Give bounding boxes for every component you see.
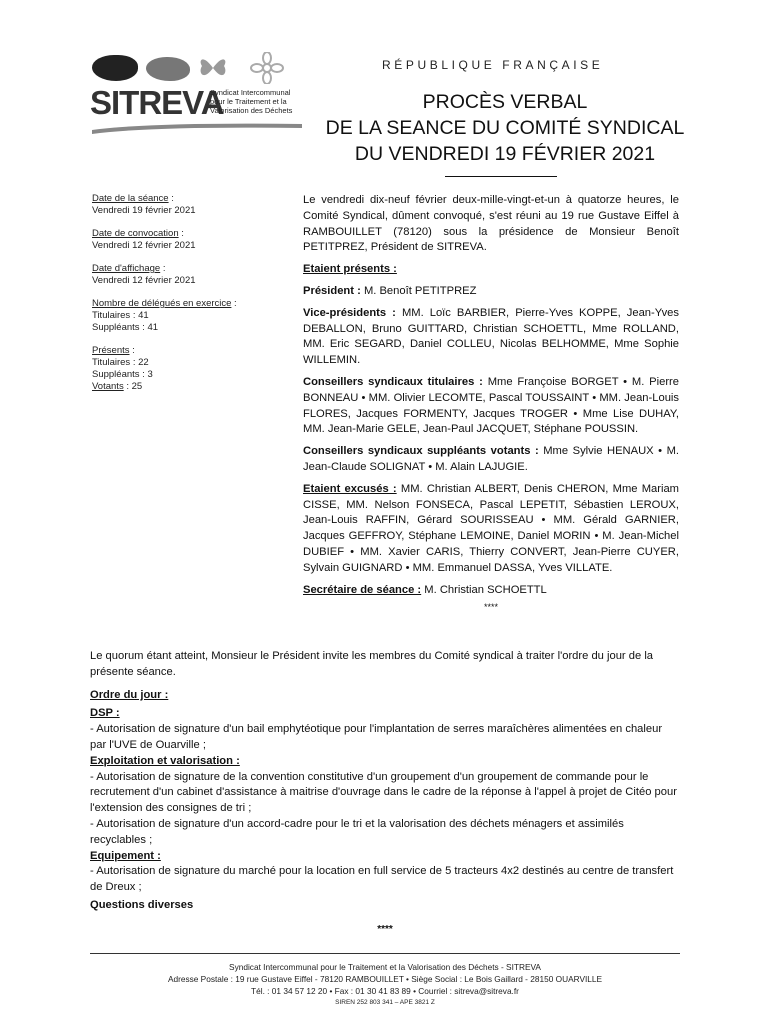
vp-paragraph xyxy=(303,306,679,369)
meeting-info-sidebar xyxy=(92,193,292,404)
exploitation-heading: Exploitation et valorisation : xyxy=(90,754,240,767)
separator: **** xyxy=(483,602,498,613)
presents-suppleants: Suppléants : 3 xyxy=(92,369,153,380)
footer-divider xyxy=(90,953,680,954)
excuses-paragraph xyxy=(303,482,679,577)
titulaires-label: Conseillers syndicaux titulaires : xyxy=(303,375,483,388)
agenda-section xyxy=(90,649,680,938)
titulaires-text: Mme Françoise BORGET • M. Pierre BONNEAU • MM. Olivier LECOMTE, Pascal TOUSSAINT • MM. Jean-Louis FLORES, Jacques FORMENTY, Jacques TROGER • Mme Lise DUHAY, MM. Jean-Marie GELE, Jean-Paul JACQUET, Stéphane POUSSIN. xyxy=(303,375,680,436)
title-line: PROCÈS VERBAL xyxy=(422,91,588,113)
equipement-item: - Autorisation de signature du marché pour la location en full service de 5 tracteurs 4x2 destinés au centre de transfert de Dreux ; xyxy=(90,865,674,894)
president-text: M. Benoît PETITPREZ xyxy=(363,284,477,297)
logo-blob-black xyxy=(92,55,138,81)
title-line: DE LA SEANCE DU COMITÉ SYNDICAL xyxy=(325,117,685,139)
seance-label: Date de la séance xyxy=(92,193,169,204)
sitreva-logo xyxy=(90,50,305,135)
votants-label: Votants xyxy=(92,381,124,392)
dsp-heading: DSP : xyxy=(90,707,120,720)
president-label: Président : xyxy=(303,284,361,297)
excuses-text: MM. Christian ALBERT, Denis CHERON, Mme Mariam CISSE, MM. Nelson FONSECA, Pascal LEPETIT, Sébastien LEROUX, Jean-Louis RAFFIN, Gérard SOURISSEAU • MM. Gérald GARNIER, Jacques GEFFROY, Stéphane LEMOINE, Daniel MORIN • M. Jean-Michel DUBIEF • MM. Xavier CARIS, Thierry CONVERT, Jean-Pierre CUYER, Sylvain GUIGNARD • MM. Emmanuel DASSA, Yves VILLATE. xyxy=(303,482,680,574)
logo-subtitle-line: Syndicat Intercommunal xyxy=(210,88,291,97)
footer-siren: SIREN 252 803 341 – APE 3821 Z xyxy=(335,999,435,1006)
footer-line: Syndicat Intercommunal pour le Traitement et la Valorisation des Déchets - SITREVA xyxy=(229,962,541,972)
votants-value: 25 xyxy=(131,381,143,392)
delegues-count: Nombre de délégués en exercice : Titulaires : 41 Suppléants : 41 xyxy=(92,298,292,334)
excuses-label: Etaient excusés : xyxy=(303,482,397,495)
footer-line: Tél. : 01 34 57 12 20 • Fax : 01 30 41 83 89 • Courriel : sitreva@sitreva.fr xyxy=(251,986,519,996)
presents-titulaires: Titulaires : 22 xyxy=(92,357,149,368)
secretaire-text: M. Christian SCHOETTL xyxy=(424,583,547,596)
titulaires-paragraph xyxy=(303,375,679,438)
exploitation-item: - Autorisation de signature d'un accord-cadre pour le tri et la valorisation des déchets ménagers et assimilés recyclables ; xyxy=(90,817,624,846)
quorum-paragraph: Le quorum étant atteint, Monsieur le Président invite les membres du Comité syndical à traiter l'ordre du jour de la présente séance. xyxy=(90,650,654,678)
logo-wordmark: SITREVA xyxy=(90,84,224,121)
questions-diverses: Questions diverses xyxy=(90,898,194,911)
presents-label: Présents xyxy=(92,345,130,356)
affichage-value: Vendredi 12 février 2021 xyxy=(92,275,196,286)
delegues-titulaires: Titulaires : 41 xyxy=(92,310,149,321)
end-separator: **** xyxy=(377,923,393,935)
footer-line: Adresse Postale : 19 rue Gustave Eiffel - 78120 RAMBOUILLET • Siège Social : Le Bois Gaillard - 28150 OUARVILLE xyxy=(167,974,603,984)
presents-count: Présents : Titulaires : 22 Suppléants : 3 Votants : 25 xyxy=(92,345,292,393)
president-line xyxy=(303,284,679,300)
dsp-item: - Autorisation de signature d'un bail emphytéotique pour l'implantation de serres maraîchères alimentées en chaleur par l'UVE de Ouarville ; xyxy=(90,723,663,751)
suppleants-label: Conseillers syndicaux suppléants votants : xyxy=(303,445,539,458)
exploitation-item: - Autorisation de signature de la convention constitutive d'un groupement d'un groupement de commande pour le recrutement d'un cabinet d'assistance à maitrise d'ouvrage dans le cadre de la réponse à l'appel à projet de Citéo pour l'extension des consignes de tri ; xyxy=(90,770,677,815)
logo-butterfly-icon xyxy=(198,54,228,82)
convocation-label: Date de convocation xyxy=(92,228,179,239)
title-line: DU VENDREDI 19 FÉVRIER 2021 xyxy=(354,143,656,165)
suppleants-paragraph xyxy=(303,444,679,476)
vp-text: MM. Loïc BARBIER, Pierre-Yves KOPPE, Jean-Yves DEBALLON, Bruno GUITTARD, Christian SCHOETTL, Mme ROLLAND, MM. Eric SEGARD, Daniel COLLEU, Nicolas BELHOMME, Mme Sophie WILLEMIN. xyxy=(303,306,679,367)
delegues-suppleants: Suppléants : 41 xyxy=(92,322,159,333)
secretaire-label: Secrétaire de séance : xyxy=(303,583,422,596)
intro-paragraph: Le vendredi dix-neuf février deux-mille-vingt-et-un à quatorze heures, le Comité Syndical, dûment convoqué, s'est réuni au 19 rue Gustave Eiffel à RAMBOUILLET (78120) sous la présidence de Monsieur Benoît PETITPREZ, Président de SITREVA. xyxy=(303,194,679,254)
presents-heading: Etaient présents : xyxy=(303,263,397,276)
attendance-section xyxy=(303,193,679,616)
page-title xyxy=(300,89,710,167)
vp-label: Vice-présidents : xyxy=(303,306,396,319)
convocation-date: Date de convocation : Vendredi 12 février 2021 xyxy=(92,228,292,252)
affichage-date: Date d'affichage : Vendredi 12 février 2021 xyxy=(92,263,292,287)
title-divider xyxy=(445,176,557,177)
secretaire-line xyxy=(303,583,679,599)
logo-swoosh xyxy=(92,120,302,134)
suppleants-text: Mme Sylvie HENAUX • M. Jean-Claude SOLIGNAT • M. Alain LAJUGIE. xyxy=(303,445,679,473)
seance-value: Vendredi 19 février 2021 xyxy=(92,205,196,216)
logo-blob-grey xyxy=(146,57,190,81)
republique-francaise: RÉPUBLIQUE FRANÇAISE xyxy=(382,58,604,72)
ordre-du-jour-heading: Ordre du jour : xyxy=(90,688,169,701)
logo-subtitle-line: Valorisation des Déchets xyxy=(210,106,293,115)
affichage-label: Date d'affichage xyxy=(92,263,161,274)
footer xyxy=(90,961,680,1009)
seance-date: Date de la séance : Vendredi 19 février 2021 xyxy=(92,193,292,217)
logo-flower-icon xyxy=(250,52,284,84)
delegues-label: Nombre de délégués en exercice xyxy=(92,298,232,309)
logo-subtitle-line: pour le Traitement et la xyxy=(210,97,287,106)
equipement-heading: Equipement : xyxy=(90,849,161,862)
convocation-value: Vendredi 12 février 2021 xyxy=(92,240,196,251)
logo-subtitle xyxy=(210,88,310,115)
